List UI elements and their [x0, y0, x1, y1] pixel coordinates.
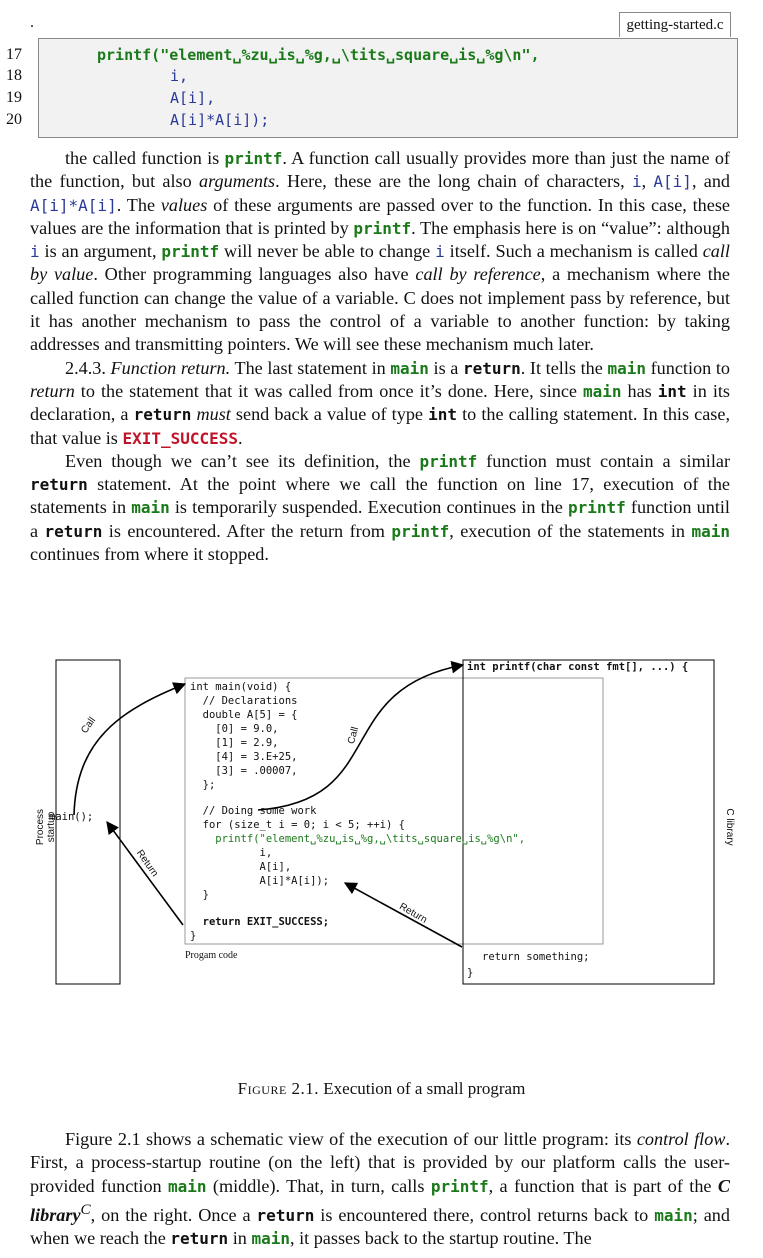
printf-signature: int printf(char const fmt[], ...) { [467, 661, 689, 673]
body-text [30, 147, 730, 566]
page-marker: . [30, 14, 34, 31]
figure-execution-flow [0, 640, 763, 1010]
return-label: Return [397, 901, 429, 926]
line-number: 17 [6, 46, 22, 63]
caption-text: Execution of a small program [323, 1079, 526, 1098]
main-code-line: printf("element␣%zu␣is␣%g,␣\tits␣square␣is␣%g\n", [190, 833, 526, 845]
printf-return: return something; [482, 951, 590, 963]
code-line: i, [170, 67, 189, 85]
line-number: 19 [6, 89, 22, 106]
code-line: A[i], [170, 89, 216, 107]
main-code-line: for (size_t i = 0; i < 5; ++i) { [190, 819, 405, 831]
figure-caption [0, 1079, 763, 1099]
line-number: 18 [6, 67, 22, 84]
main-code-line: return EXIT_SUCCESS; [190, 916, 330, 928]
body-text [30, 1128, 730, 1251]
main-code-line: A[i]*A[i]); [190, 875, 330, 887]
code-line: A[i]*A[i]); [170, 111, 270, 129]
main-code-line: int main(void) { [190, 681, 292, 693]
section-number: 2.4.3. [65, 357, 106, 378]
call-label: Call [79, 715, 99, 736]
return-label: Return [133, 848, 161, 879]
call-arrow-main [74, 684, 185, 815]
startup-call: main(); [49, 811, 94, 823]
program-code-label: Progam code [185, 950, 238, 961]
main-code-line: } [190, 930, 197, 942]
main-code-line: i, [190, 847, 273, 859]
return-arrow-printf [345, 883, 462, 947]
main-code-line: [3] = .00007, [190, 765, 298, 777]
call-label: Call [346, 725, 362, 746]
line-number: 20 [6, 111, 22, 128]
listing-filename: getting-started.c [619, 12, 731, 37]
code-line: printf("element␣%zu␣is␣%g,␣\tits␣square␣is␣%g\n", [97, 46, 540, 64]
paragraph: Even though we can’t see its definition, the printf function must contain a similar return statement. At the point where we call the function on line 17, execution of the statements in main is temporarily suspended. Execution continues in the printf function until a return is encountered. After the return from printf, execution of the statements in main continues from where it stopped. [30, 450, 730, 565]
main-code-line: double A[5] = { [190, 709, 298, 721]
paragraph: the called function is printf. A function call usually provides more than just the name of the function, but also arguments. Here, these are the long chain of characters, i, A[i], and A[i]*A[i]. The values of these arguments are passed over to the function. In this case, these values are the information that is printed by printf. The emphasis here is on “value”: although i is an argument, printf will never be able to change i itself. Such a mechanism is called call by value. Other programming languages also have call by reference, a mechanism where the called function can change the value of a variable. C does not implement pass by reference, but it has another mechanism to pass the control of a variable to another function: by taking addresses and transmitting pointers. We will see these mechanism much later. [30, 148, 731, 355]
section-title: Function return. [110, 357, 231, 378]
paragraph: 2.4.3. Function return. The last statement in main is a return. It tells the main function to return to the statement that it was called from once it’s done. Here, since main has int in its declaration, a return must send back a value of type int to the calling statement. In this case, that value is EXIT_SUCCESS. [30, 357, 730, 448]
main-code-line: // Doing some work [190, 805, 317, 817]
caption-label: Figure 2.1. [237, 1079, 320, 1098]
main-code-line: } [190, 889, 209, 901]
main-code-line: [1] = 2.9, [190, 737, 279, 749]
printf-close: } [467, 967, 474, 979]
main-code-line: [0] = 9.0, [190, 723, 279, 735]
library-box [463, 660, 714, 984]
return-arrow-main [107, 822, 183, 925]
process-startup-label: Process startup [35, 808, 57, 846]
c-library-label: C library [724, 808, 735, 846]
paragraph: Figure 2.1 shows a schematic view of the execution of our little program: its control flow. First, a process-startup routine (on the left) that is provided by our platform calls the user-provided function main (middle). That, in turn, calls printf, a function that is part of the C library$^C$, on the right. Once a return is encountered there, control returns back to main; and when we reach the return in main, it passes back to the startup routine. The [30, 1129, 731, 1249]
main-code-line: }; [190, 779, 216, 791]
main-code-line: [4] = 3.E+25, [190, 751, 298, 763]
main-code-line: A[i], [190, 861, 292, 873]
main-code-line: // Declarations [190, 695, 298, 707]
